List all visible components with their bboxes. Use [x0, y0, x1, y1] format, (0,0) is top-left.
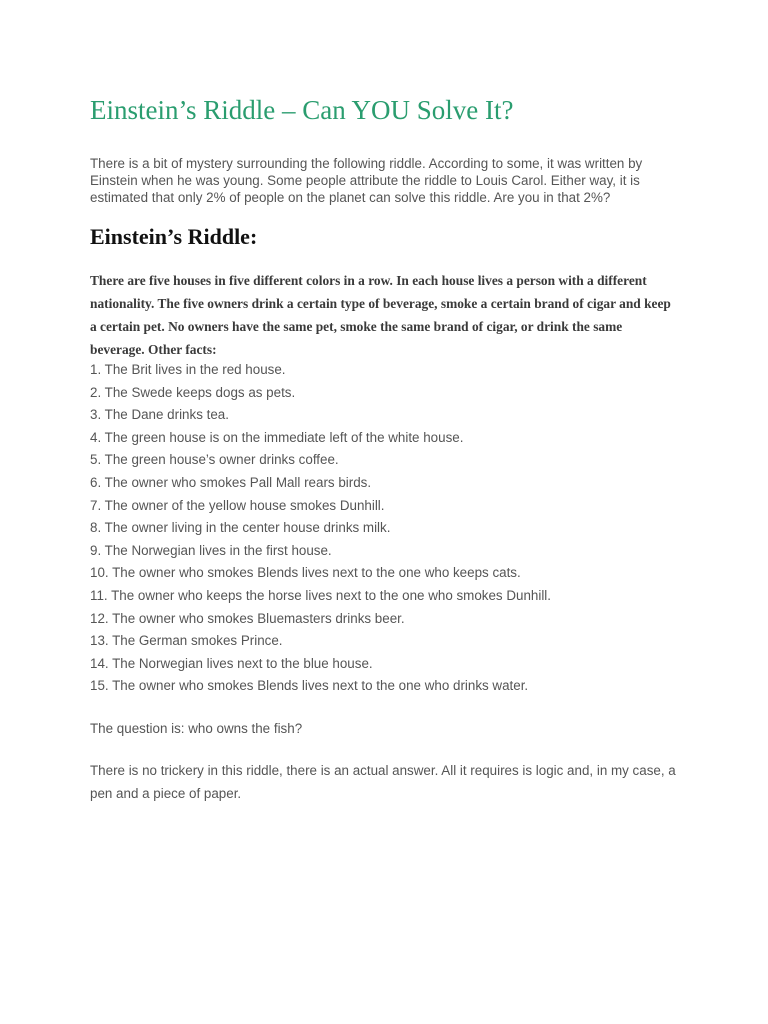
fact-item: 14. The Norwegian lives next to the blue house.: [90, 655, 373, 671]
fact-item: 6. The owner who smokes Pall Mall rears birds.: [90, 474, 372, 490]
fact-item: 1. The Brit lives in the red house.: [90, 362, 286, 377]
fact-item: 12. The owner who smokes Bluemasters drinks beer.: [90, 610, 405, 626]
closing-paragraph: There is no trickery in this riddle, there is an actual answer. All it requires is logic and, in my case, a pen and a piece of paper.: [90, 763, 676, 801]
fact-item: 10. The owner who smokes Blends lives next to the one who keeps cats.: [90, 565, 521, 581]
fact-item: 9. The Norwegian lives in the first house.: [90, 542, 332, 558]
intro-paragraph: There is a bit of mystery surrounding the following riddle. According to some, it was written by Einstein when he was young. Some people attribute the riddle to Louis Carol. Either way, it is estimated that only 2% of people on the planet can solve this riddle. Are you in that 2%?: [90, 156, 643, 205]
fact-item: 5. The green house’s owner drinks coffee.: [90, 452, 339, 468]
fact-item: 7. The owner of the yellow house smokes Dunhill.: [90, 497, 385, 513]
fact-item: 11. The owner who keeps the horse lives next to the one who smokes Dunhill.: [90, 587, 551, 603]
question-text: The question is: who owns the fish?: [90, 721, 303, 736]
riddle-heading: Einstein’s Riddle:: [90, 224, 258, 249]
fact-item: 13. The German smokes Prince.: [90, 633, 283, 649]
fact-item: 2. The Swede keeps dogs as pets.: [90, 384, 296, 400]
page-title: Einstein’s Riddle – Can YOU Solve It?: [90, 95, 514, 125]
facts-list: [90, 359, 551, 698]
fact-item: 15. The owner who smokes Blends lives next to the one who drinks water.: [90, 678, 529, 694]
riddle-premise: There are five houses in five different colors in a row. In each house lives a person with a different nationality. The five owners drink a certain type of beverage, smoke a certain brand of cigar and keep a certain pet. No owners have the same pet, smoke the same brand of cigar, or drink the same beverage. Other facts:: [90, 273, 671, 357]
fact-item: 8. The owner living in the center house drinks milk.: [90, 520, 391, 536]
fact-item: 3. The Dane drinks tea.: [90, 407, 229, 423]
fact-item: 4. The green house is on the immediate left of the white house.: [90, 429, 464, 445]
